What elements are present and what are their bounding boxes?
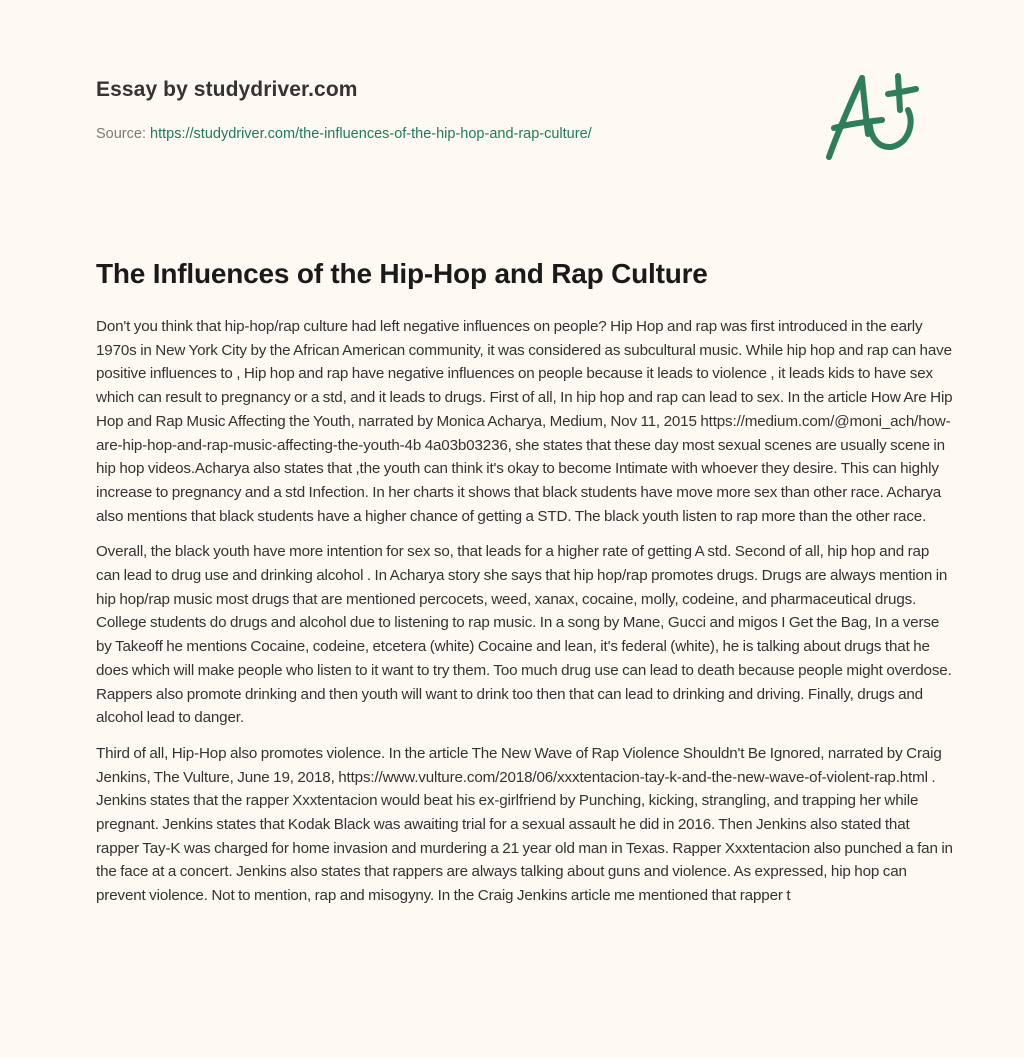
article-body <box>96 315 956 920</box>
article-paragraph: Overall, the black youth have more intention for sex so, that leads for a higher rate of getting A std. Second of all, hip hop and rap can lead to drug use and drinking alcohol . In Acharya story she says that hip hop/rap promotes drugs. Drugs are always mention in hip hop/rap music most drugs that are mentioned percocets, weed, xanax, cocaine, molly, codeine, and pharmaceutical drugs. College students do drugs and alcohol due to listening to rap music. In a song by Mane, Gucci and migos I Get the Bag, In a verse by Takeoff he mentions Cocaine, codeine, etcetera (white) Cocaine and lean, it's federal (white), he is talking about drugs that he does which will make people who listen to it want to try them. Too much drug use can lead to death because people might overdose. Rappers also promote drinking and then youth will want to drink too then that can lead to drinking and driving. Finally, drugs and alcohol lead to danger. <box>96 543 952 727</box>
brand-title: Essay by studydriver.com <box>96 78 358 101</box>
source-label: Source: <box>96 126 146 142</box>
article-paragraph: Third of all, Hip-Hop also promotes violence. In the article The New Wave of Rap Violence Shouldn't Be Ignored, narrated by Craig Jenkins, The Vulture, June 19, 2018, https://www.vulture.com/2018/06/xxxtentacion-tay-k-and-the-new-wave-of-violent-rap.html . Jenkins states that the rapper Xxxtentacion would beat his ex-girlfriend by Punching, kicking, strangling, and trapping her while pregnant. Jenkins states that Kodak Black was awaiting trial for a sexual assault he did in 2016. Then Jenkins also stated that rapper Tay-K was charged for home invasion and murdering a 21 year old man in Texas. Rapper Xxxtentacion also punched a fan in the face at a concert. Jenkins also states that rappers are always talking about guns and violence. As expressed, hip hop can prevent violence. Not to mention, rap and misogyny. In the Craig Jenkins article me mentioned that rapper t <box>96 744 953 905</box>
source-link[interactable]: https://studydriver.com/the-influences-of-the-hip-hop-and-rap-culture/ <box>150 126 592 142</box>
site-header <box>96 76 796 144</box>
article-title: The Influences of the Hip-Hop and Rap Culture <box>96 258 708 289</box>
article-paragraph: Don't you think that hip-hop/rap culture had left negative influences on people? Hip Hop and rap was first introduced in the early 1970s in New York City by the African American community, it was considered as subcultural music. While hip hop and rap can have positive influences to , Hip hop and rap have negative influences on people because it leads to violence , it leads kids to have sex which can result to pregnancy or a std, and it leads to drugs. First of all, In hip hop and rap can lead to sex. In the article How Are Hip Hop and Rap Music Affecting the Youth, narrated by Monica Acharya, Medium, Nov 11, 2015 https://medium.com/@moni_ach/how-are-hip-hop-and-rap-music-affecting-the-youth-4b 4a03b03236, she states that these day most sexual scenes are usually scene in hip hop videos.Acharya also states that ,the youth can think it's okay to become Intimate with whoever they desire. This can highly increase to pregnancy and a std Infection. In her charts it shows that black students have move more sex than other race. Acharya also mentions that black students have a higher chance of getting a STD. The black youth listen to rap more than the other race. <box>96 318 953 525</box>
source-line <box>96 124 796 144</box>
a-plus-grade-icon <box>820 66 930 166</box>
